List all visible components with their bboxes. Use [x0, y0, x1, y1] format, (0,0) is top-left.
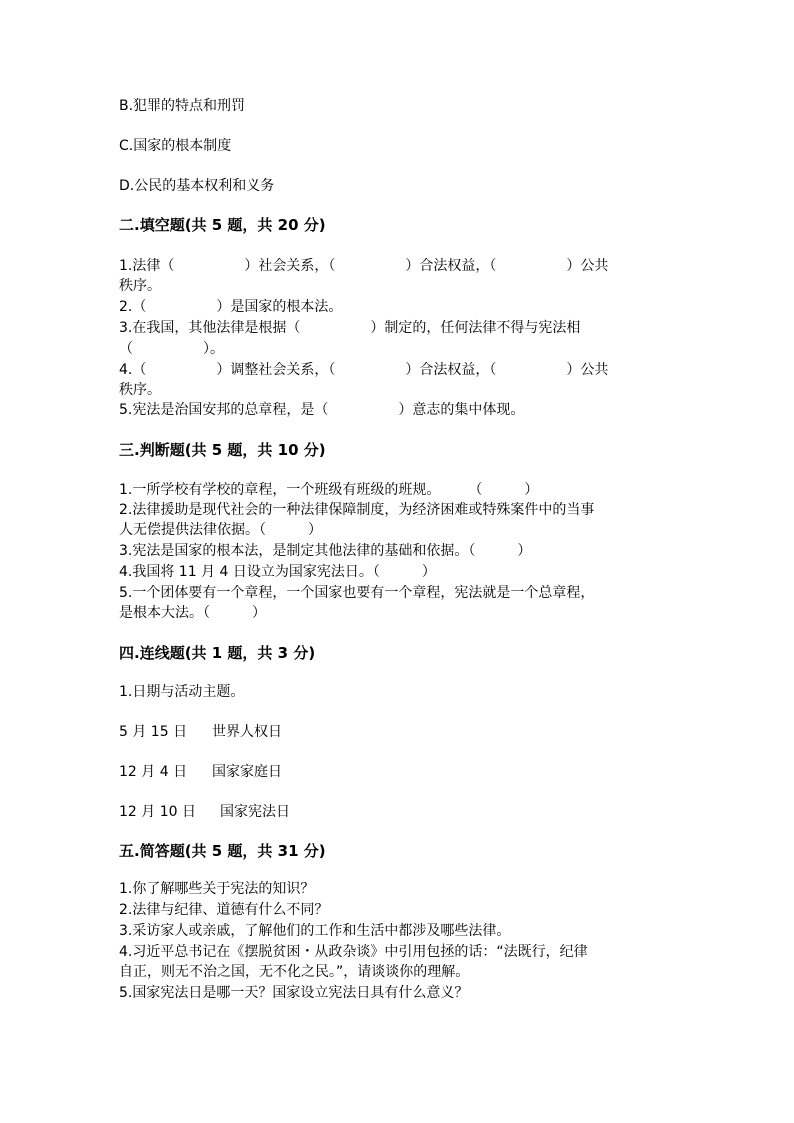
fill-q3-line1: 3.在我国，其他法律是根据（ ）制定的，任何法律不得与宪法相	[119, 320, 581, 336]
match-topic: 国家家庭日	[212, 764, 282, 780]
fill-q4-line2: 秩序。	[119, 382, 161, 398]
judge-q5-line1: 5.一个团体要有一个章程，一个国家也要有一个章程，宪法就是一个总章程，	[119, 585, 595, 601]
match-topic: 国家宪法日	[220, 804, 290, 820]
answer-q3: 3.采访家人或亲戚，了解他们的工作和生活中都涉及哪些法律。	[119, 923, 511, 939]
answer-q5: 5.国家宪法日是哪一天？国家设立宪法日具有什么意义？	[119, 985, 469, 1001]
judge-q3: 3.宪法是国家的根本法，是制定其他法律的基础和依据。（ ）	[119, 543, 532, 559]
match-date: 12 月 10 日	[119, 804, 196, 820]
section5-heading: 五.简答题(共 5 题，共 31 分)	[119, 842, 326, 860]
section3-heading: 三.判断题(共 5 题，共 10 分)	[119, 441, 326, 459]
fill-q4-line1: 4.（ ）调整社会关系，（ ）合法权益，（ ）公共	[119, 362, 609, 378]
judge-q2-line1: 2.法律援助是现代社会的一种法律保障制度，为经济困难或特殊案件中的当事	[119, 502, 595, 518]
judge-q4: 4.我国将 11 月 4 日设立为国家宪法日。（ ）	[119, 564, 436, 580]
answer-q2: 2.法律与纪律、道德有什么不同？	[119, 902, 329, 918]
option-c: C.国家的根本制度	[119, 138, 232, 154]
fill-q1-line1: 1.法律（ ）社会关系，（ ）合法权益，（ ）公共	[119, 258, 609, 274]
match-topic: 世界人权日	[212, 724, 282, 740]
judge-q5-line2: 是根本大法。（ ）	[119, 605, 266, 621]
answer-q4-line2: 自正，则无不治之国，无不化之民。”，请谈谈你的理解。	[119, 964, 470, 980]
judge-q1: 1.一所学校有学校的章程，一个班级有班级的班规。 （ ）	[119, 482, 539, 498]
judge-q2-line2: 人无偿提供法律依据。（ ）	[119, 522, 322, 538]
match-q1: 1.日期与活动主题。	[119, 684, 245, 700]
fill-q1-line2: 秩序。	[119, 278, 161, 294]
fill-q5: 5.宪法是治国安邦的总章程，是（ ）意志的集中体现。	[119, 402, 525, 418]
match-date: 5 月 15 日	[119, 724, 188, 740]
fill-q3-line2: （ ）。	[119, 341, 224, 357]
section4-heading: 四.连线题(共 1 题，共 3 分)	[119, 644, 316, 662]
answer-q4-line1: 4.习近平总书记在《摆脱贫困・从政杂谈》中引用包拯的话：“法既行，纪律	[119, 944, 588, 960]
match-date: 12 月 4 日	[119, 764, 188, 780]
fill-q2: 2.（ ）是国家的根本法。	[119, 299, 343, 315]
option-b: B.犯罪的特点和刑罚	[119, 98, 246, 114]
option-d: D.公民的基本权利和义务	[119, 178, 275, 194]
section2-heading: 二.填空题(共 5 题，共 20 分)	[119, 216, 326, 234]
answer-q1: 1.你了解哪些关于宪法的知识？	[119, 881, 315, 897]
